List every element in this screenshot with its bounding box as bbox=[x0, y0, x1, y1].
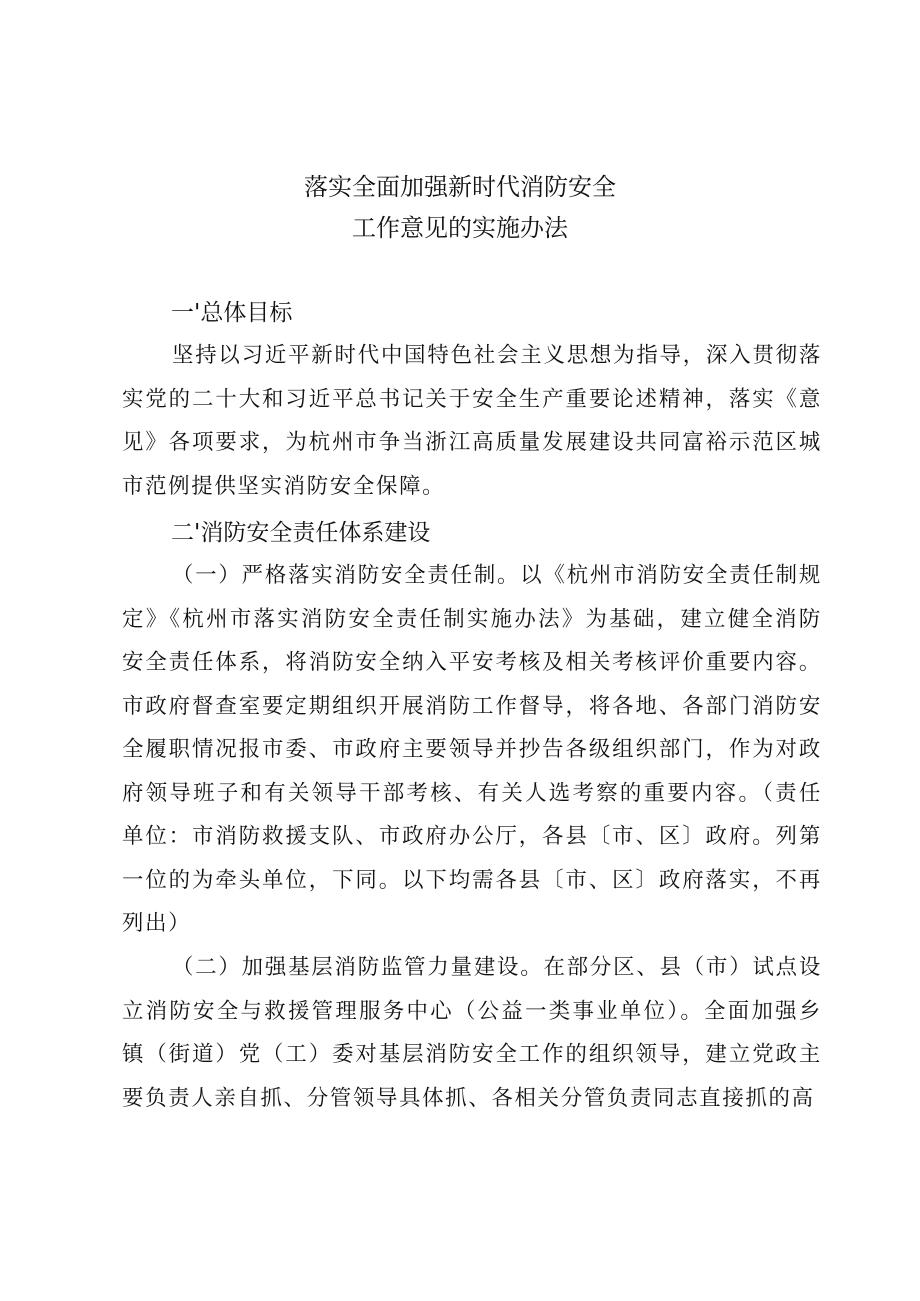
section-1-paragraph: 坚持以习近平新时代中国特色社会主义思想为指导，深入贯彻落实党的二十大和习近平总书记关于安全生产重要论述精神，落实《意见》各项要求，为杭州市争当浙江高质量发展建设共同富裕示范区城市范例提供坚实消防安全保障。 bbox=[122, 343, 822, 499]
document-title-line-2: 工作意见的实施办法 bbox=[352, 214, 568, 242]
section-2-heading: 二'消防安全责任体系建设 bbox=[171, 520, 431, 546]
document-title-line-1: 落实全面加强新时代消防安全 bbox=[304, 173, 616, 201]
section-1-heading: 一'总体目标 bbox=[171, 300, 293, 326]
section-2-paragraph-2: （二）加强基层消防监管力量建设。在部分区、县（市）试点设立消防安全与救援管理服务中心（公益一类事业单位）。全面加强乡镇（街道）党（工）委对基层消防安全工作的组织领导，建立党政主要负责人亲自抓、分管领导具体抓、各相关分管负责同志直接抓的高 bbox=[122, 955, 822, 1111]
section-2-paragraph-1: （一）严格落实消防安全责任制。以《杭州市消防安全责任制规定》《杭州市落实消防安全责任制实施办法》为基础，建立健全消防安全责任体系，将消防安全纳入平安考核及相关考核评价重要内容。市政府督查室要定期组织开展消防工作督导，将各地、各部门消防安全履职情况报市委、市政府主要领导并抄告各级组织部门，作为对政府领导班子和有关领导干部考核、有关人选考察的重要内容。（责任单位：市消防救援支队、市政府办公厅，各县〔市、区〕政府。列第一位的为牵头单位，下同。以下均需各县〔市、区〕政府落实，不再列出） bbox=[122, 563, 822, 936]
